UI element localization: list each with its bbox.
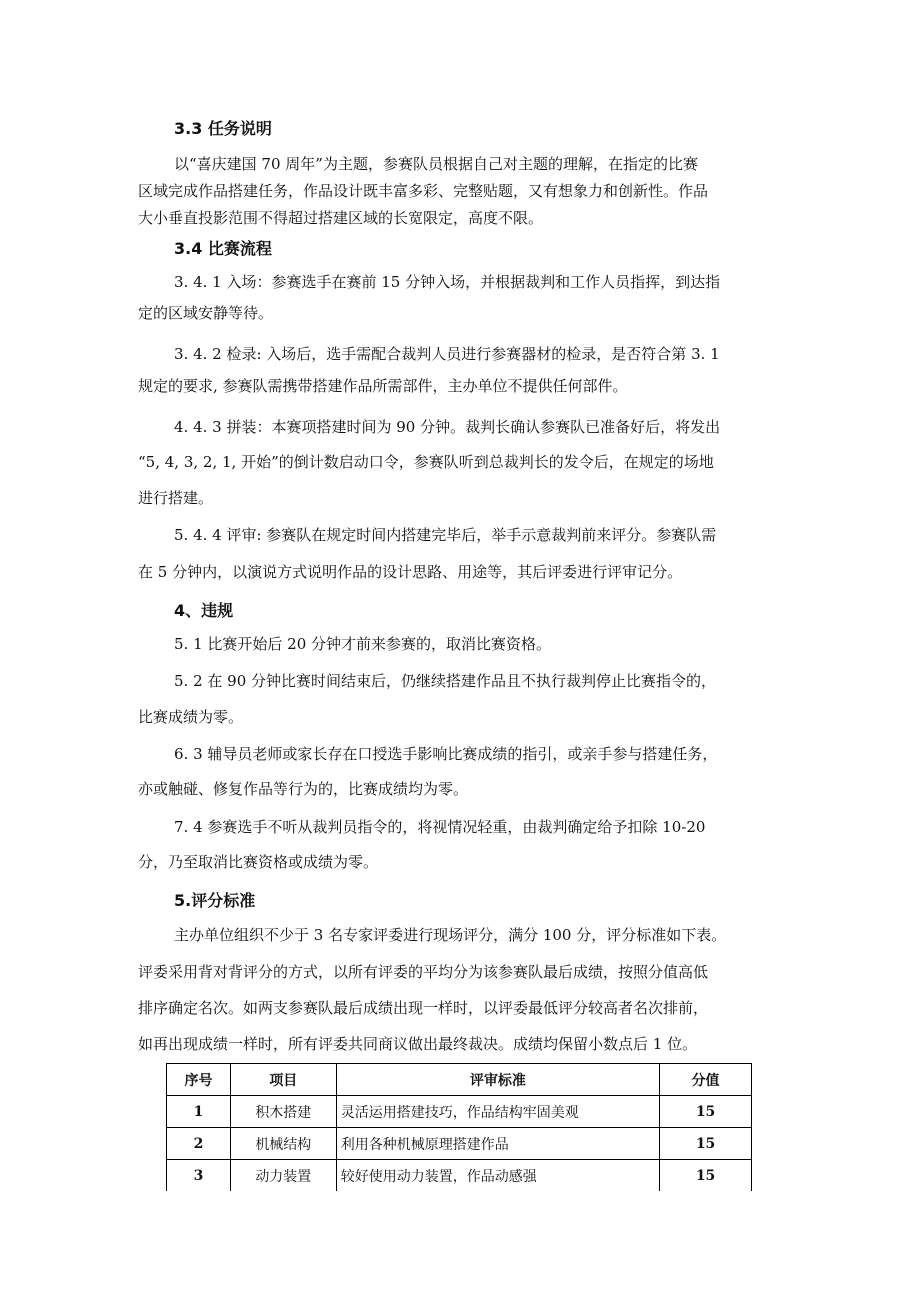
paragraph-line: 3. 4. 2 检录: 入场后，选手需配合裁判人员进行参赛器材的检录，是否符合第 3. 1	[174, 345, 720, 363]
paragraph-line: 3. 4. 1 入场：参赛选手在赛前 15 分钟入场，并根据裁判和工作人员指挥，到达指	[174, 273, 721, 291]
row-index: 1	[167, 1096, 231, 1128]
paragraph-line: “5, 4, 3, 2, 1, 开始”的倒计数启动口令，参赛队听到总裁判长的发令后，在规定的场地	[138, 453, 714, 471]
row-score: 15	[660, 1096, 752, 1128]
table-row	[167, 1128, 752, 1160]
row-index: 2	[167, 1128, 231, 1160]
table-row	[167, 1096, 752, 1128]
table-row	[167, 1160, 752, 1192]
section-heading-3-4: 3.4 比赛流程	[174, 239, 272, 258]
section-heading-5: 5.评分标准	[174, 891, 256, 910]
paragraph-line: 定的区域安静等待。	[138, 304, 274, 322]
paragraph-line: 4. 4. 3 拼装：本赛项搭建时间为 90 分钟。裁判长确认参赛队已准备好后，将发出	[174, 418, 721, 436]
row-score: 15	[660, 1160, 752, 1192]
paragraph-line: 在 5 分钟内，以演说方式说明作品的设计思路、用途等，其后评委进行评审记分。	[138, 563, 683, 581]
paragraph-line: 5. 2 在 90 分钟比赛时间结束后，仍继续搭建作品且不执行裁判停止比赛指令的，	[174, 672, 717, 690]
paragraph-line: 亦或触碰、修复作品等行为的，比赛成绩均为零。	[138, 780, 469, 798]
paragraph-line: 以“喜庆建国 70 周年”为主题，参赛队员根据自己对主题的理解，在指定的比赛	[174, 155, 698, 173]
paragraph-line: 分，乃至取消比赛资格或成绩为零。	[138, 853, 379, 871]
paragraph-line: 进行搭建。	[138, 489, 214, 507]
paragraph-line: 大小垂直投影范围不得超过搭建区域的长宽限定，高度不限。	[138, 209, 544, 227]
paragraph-line: 6. 3 辅导员老师或家长存在口授选手影响比赛成绩的指引，或亲手参与搭建任务，	[174, 745, 718, 763]
scoring-table	[166, 1063, 752, 1191]
row-item: 动力装置	[230, 1160, 336, 1192]
row-index: 3	[167, 1160, 231, 1192]
row-criteria: 较好使用动力装置，作品动感强	[336, 1160, 659, 1192]
header-index: 序号	[167, 1064, 231, 1096]
paragraph-line: 主办单位组织不少于 3 名专家评委进行现场评分，满分 100 分，评分标准如下表。	[174, 926, 727, 944]
section-heading-3-3: 3.3 任务说明	[174, 119, 272, 138]
row-item: 积木搭建	[230, 1096, 336, 1128]
row-criteria: 利用各种机械原理搭建作品	[336, 1128, 659, 1160]
paragraph-line: 区域完成作品搭建任务，作品设计既丰富多彩、完整贴题，又有想象力和创新性。作品	[138, 182, 709, 200]
paragraph-line: 5. 4. 4 评审: 参赛队在规定时间内搭建完毕后，举手示意裁判前来评分。参赛队需	[174, 526, 717, 544]
paragraph-line: 7. 4 参赛选手不听从裁判员指令的，将视情况轻重，由裁判确定给予扣除 10-20	[174, 818, 706, 836]
paragraph-line: 如再出现成绩一样时，所有评委共同商议做出最终裁决。成绩均保留小数点后 1 位。	[138, 1035, 698, 1053]
paragraph-line: 评委采用背对背评分的方式，以所有评委的平均分为该参赛队最后成绩，按照分值高低	[138, 963, 709, 981]
paragraph-line: 规定的要求, 参赛队需携带搭建作品所需部件，主办单位不提供任何部件。	[138, 377, 628, 395]
paragraph-line: 比赛成绩为零。	[138, 708, 244, 726]
row-criteria: 灵活运用搭建技巧，作品结构牢固美观	[336, 1096, 659, 1128]
header-item: 项目	[230, 1064, 336, 1096]
paragraph-line: 5. 1 比赛开始后 20 分钟才前来参赛的，取消比赛资格。	[174, 635, 552, 653]
row-score: 15	[660, 1128, 752, 1160]
paragraph-line: 排序确定名次。如两支参赛队最后成绩出现一样时，以评委最低评分较高者名次排前，	[138, 999, 709, 1017]
header-score: 分值	[660, 1064, 752, 1096]
row-item: 机械结构	[230, 1128, 336, 1160]
section-heading-4: 4、违规	[174, 601, 234, 620]
table-header-row	[167, 1064, 752, 1096]
header-criteria: 评审标准	[336, 1064, 659, 1096]
